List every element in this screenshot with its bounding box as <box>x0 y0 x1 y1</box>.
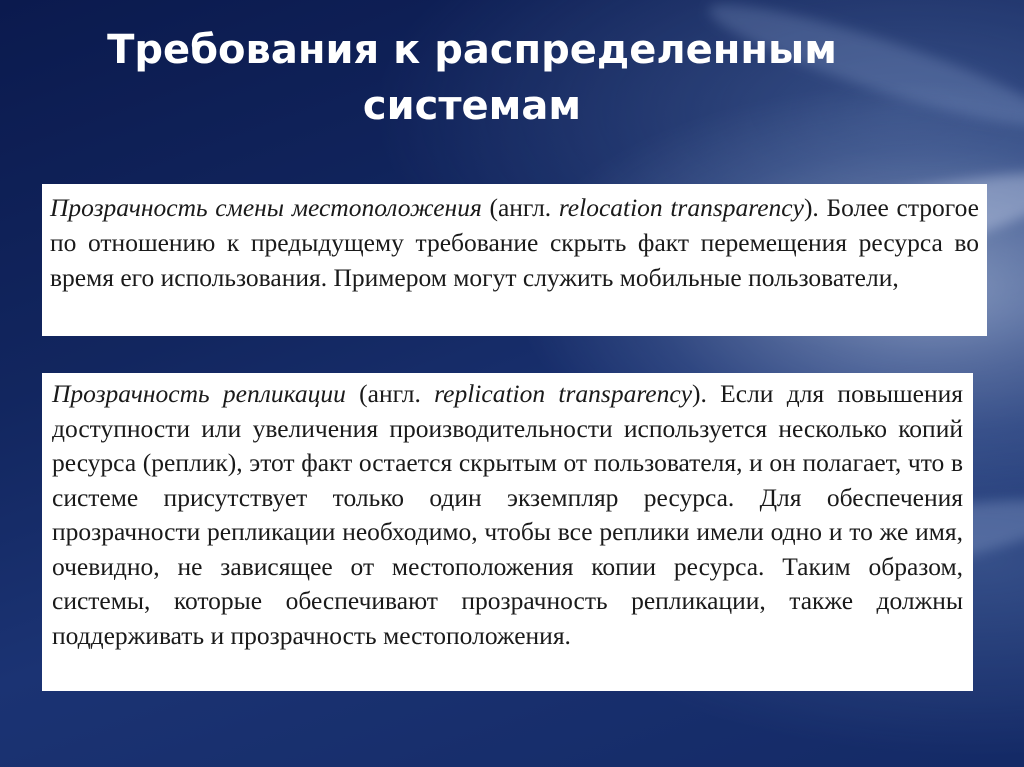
english-term: relocation transparency <box>558 193 804 222</box>
paren-close: ). <box>692 379 707 408</box>
term-heading: Прозрачность репликации <box>52 379 346 408</box>
slide-title-line: системам <box>362 83 582 129</box>
paren-open: (англ. <box>345 379 435 408</box>
paragraph-body: Более строгое по отношению к предыдущему требование скрыть факт перемещения ресурса во время его использования. Примером могут служить мобильные пользователи, <box>50 193 979 292</box>
paren-open: (англ. <box>481 193 559 222</box>
slide-title-line: Требования к распределенным <box>107 27 837 73</box>
term-heading: Прозрачность смены местоположения <box>50 193 482 222</box>
slide-title <box>0 22 944 134</box>
replication-transparency-paragraph <box>42 373 973 691</box>
english-term: replication transparency <box>434 379 693 408</box>
paragraph-body: Если для повышения доступности или увеличения производительности используется несколько копий ресурса (реплик), этот факт остается скрытым от пользователя, и он полагает, что в системе присутствует только один экземпляр ресурса. Для обеспечения прозрачности репликации необходимо, чтобы все реплики имели одно и то же имя, очевидно, не зависящее от местоположения копии ресурса. Таким образом, системы, которые обеспечивают прозрачность репликации, также должны поддерживать и прозрачность местоположения. <box>52 379 963 650</box>
paren-close: ). <box>803 193 819 222</box>
relocation-transparency-paragraph <box>42 184 987 336</box>
